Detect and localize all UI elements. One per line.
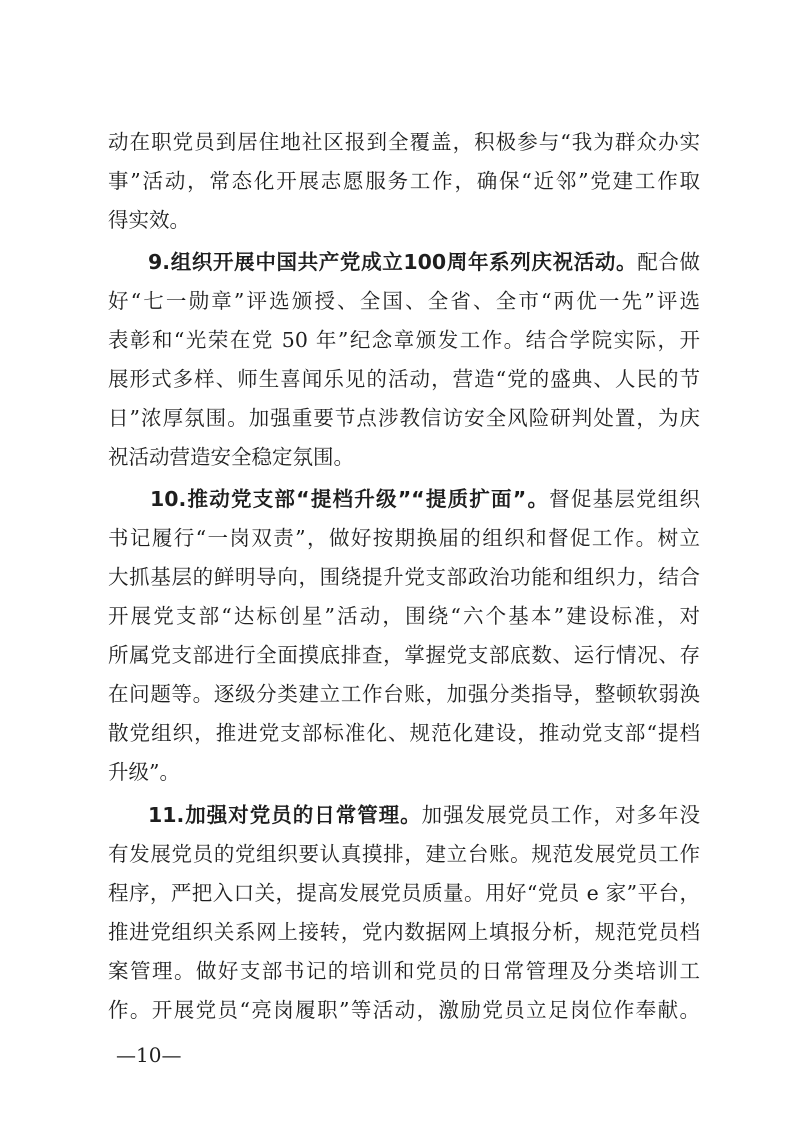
paragraph-line: 程序，严把入口关，提高发展党员质量。用好“党员 e 家”平台，: [108, 881, 700, 905]
paragraph-line: 展形式多样、师生喜闻乐见的活动，营造“党的盛典、人民的节: [108, 367, 700, 391]
paragraph-line: 有发展党员的党组织要认真摸排，建立台账。规范发展党员工作: [108, 842, 700, 866]
paragraph-line: 得实效。: [108, 208, 190, 232]
paragraph-line: 好“七一勋章”评选颁授、全国、全省、全市“两优一先”评选: [108, 289, 700, 313]
paragraph-line: 祝活动营造安全稳定氛围。: [108, 445, 354, 469]
item-11-text: 加强发展党员工作，对多年没: [421, 803, 700, 827]
paragraph-line: 大抓基层的鲜明导向，围绕提升党支部政治功能和组织力，结合: [108, 565, 700, 589]
item-10-first-line: [150, 487, 700, 513]
paragraph-line: 散党组织，推进党支部标准化、规范化建设，推动党支部“提档: [108, 721, 700, 745]
paragraph-line: 动在职党员到居住地社区报到全覆盖，积极参与“我为群众办实: [108, 130, 700, 154]
paragraph-line: 事”活动，常态化开展志愿服务工作，确保“近邻”党建工作取: [108, 169, 700, 193]
item-10-text: 督促基层党组织: [549, 487, 700, 511]
paragraph-line: 升级”。: [108, 760, 180, 784]
item-11-first-line: [148, 803, 700, 829]
paragraph-line: 案管理。做好支部书记的培训和党员的日常管理及分类培训工: [108, 959, 700, 983]
item-9-heading: 9.组织开展中国共产党成立100周年系列庆祝活动。: [148, 250, 638, 274]
paragraph-line: 所属党支部进行全面摸底排查，掌握党支部底数、运行情况、存: [108, 643, 700, 667]
paragraph-line: 推进党组织关系网上接转，党内数据网上填报分析，规范党员档: [108, 920, 700, 944]
item-11-heading: 11.加强对党员的日常管理。: [148, 803, 422, 827]
paragraph-line: 书记履行“一岗双责”，做好按期换届的组织和督促工作。树立: [108, 526, 700, 550]
item-9-first-line: [148, 250, 700, 276]
paragraph-line: 日”浓厚氛围。加强重要节点涉教信访安全风险研判处置，为庆: [108, 406, 700, 430]
paragraph-line: 开展党支部“达标创星”活动，围绕“六个基本”建设标准，对: [108, 604, 700, 628]
paragraph-line: 在问题等。逐级分类建立工作台账，加强分类指导，整顿软弱涣: [108, 682, 700, 706]
item-9-text: 配合做: [637, 250, 700, 274]
paragraph-line: 表彰和“光荣在党 50 年”纪念章颁发工作。结合学院实际，开: [108, 328, 700, 352]
page-number: —10—: [116, 1043, 182, 1067]
paragraph-line: 作。开展党员“亮岗履职”等活动，激励党员立足岗位作奉献。: [108, 998, 700, 1022]
item-10-heading: 10.推动党支部“提档升级”“提质扩面”。: [150, 487, 550, 511]
